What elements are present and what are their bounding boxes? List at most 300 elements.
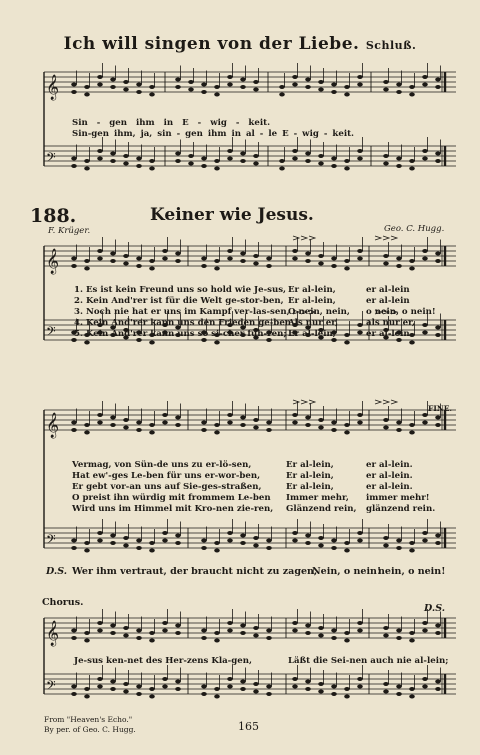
note-head — [409, 159, 415, 163]
note-head — [123, 544, 129, 548]
note-head — [71, 539, 77, 543]
note-head — [97, 257, 103, 261]
note-head — [318, 426, 324, 430]
bass-clef-icon: 𝄢 — [46, 678, 56, 696]
note-head — [396, 539, 402, 543]
note-head — [110, 687, 116, 691]
note-head — [344, 267, 350, 271]
note-head — [214, 431, 220, 435]
note-head — [318, 634, 324, 638]
note-head — [149, 639, 155, 643]
note-head — [71, 685, 77, 689]
note-head — [266, 264, 272, 268]
note-head — [201, 157, 207, 161]
accent-mark-icon — [383, 236, 389, 240]
verse-1-line-d: Vermag, von Sün-de uns zu er-lö-sen, — [72, 460, 252, 470]
note-head — [136, 257, 142, 261]
chorus-line-a: Je-sus ken-net des Her-zens Kla-gen, — [74, 656, 252, 666]
verse-5-line-e: Glänzend rein, — [286, 504, 357, 514]
note-head — [162, 677, 168, 681]
note-head — [357, 257, 363, 261]
note-head — [123, 162, 129, 166]
note-head — [344, 541, 350, 545]
fine-marker: FINE. — [428, 404, 453, 413]
note-head — [409, 431, 415, 435]
note-head — [136, 83, 142, 87]
note-head — [175, 78, 181, 82]
note-head — [136, 546, 142, 550]
note-head — [305, 534, 311, 538]
note-head — [110, 534, 116, 538]
note-head — [253, 626, 259, 630]
note-head — [214, 93, 220, 97]
note-head — [110, 680, 116, 684]
note-head — [435, 687, 441, 691]
note-head — [110, 423, 116, 427]
note-head — [214, 639, 220, 643]
note-head — [227, 621, 233, 625]
bass-clef-icon: 𝄢 — [46, 150, 56, 168]
note-head — [435, 78, 441, 82]
note-head — [71, 90, 77, 94]
note-head — [318, 254, 324, 258]
note-head — [344, 549, 350, 553]
note-head — [357, 249, 363, 253]
note-head — [136, 539, 142, 543]
note-head — [97, 685, 103, 689]
note-head — [357, 149, 363, 153]
note-head — [214, 423, 220, 427]
note-head — [292, 421, 298, 425]
note-head — [266, 629, 272, 633]
note-head — [409, 541, 415, 545]
note-head — [253, 262, 259, 266]
note-head — [266, 685, 272, 689]
note-head — [71, 257, 77, 261]
note-head — [201, 692, 207, 696]
note-head — [162, 249, 168, 253]
note-head — [214, 267, 220, 271]
note-head — [84, 159, 90, 163]
note-head — [240, 624, 246, 628]
note-head — [149, 549, 155, 553]
note-head — [266, 636, 272, 640]
note-head — [435, 252, 441, 256]
note-head — [344, 695, 350, 699]
note-head — [175, 152, 181, 156]
note-head — [344, 687, 350, 691]
note-head — [240, 680, 246, 684]
note-head — [344, 259, 350, 263]
footer-permission: By per. of Geo. C. Hugg. — [44, 725, 136, 734]
note-head — [279, 93, 285, 97]
note-head — [253, 154, 259, 158]
note-head — [344, 93, 350, 97]
note-head — [435, 534, 441, 538]
note-head — [201, 90, 207, 94]
note-head — [331, 685, 337, 689]
note-head — [136, 157, 142, 161]
note-head — [357, 421, 363, 425]
note-head — [409, 687, 415, 691]
note-head — [383, 690, 389, 694]
note-head — [201, 636, 207, 640]
verse-3-line-e: Er al-lein, — [286, 482, 334, 492]
note-head — [110, 85, 116, 89]
note-head — [71, 692, 77, 696]
verse-4-line-c: als nur er, — [366, 318, 416, 328]
note-head — [383, 544, 389, 548]
note-head — [435, 631, 441, 635]
ds-text: Wer ihm vertraut, der braucht nicht zu zagen, — [72, 566, 318, 577]
note-head — [136, 421, 142, 425]
ds-end-label: D.S. — [424, 603, 446, 614]
verse-4-line-f: immer mehr! — [366, 493, 430, 503]
note-head — [305, 624, 311, 628]
note-head — [84, 93, 90, 97]
note-head — [71, 157, 77, 161]
note-head — [292, 257, 298, 261]
note-head — [292, 413, 298, 417]
note-head — [435, 159, 441, 163]
note-head — [201, 428, 207, 432]
note-head — [71, 83, 77, 87]
verse-2-line-e: Er al-lein, — [286, 471, 334, 481]
note-head — [435, 259, 441, 263]
note-head — [214, 541, 220, 545]
note-head — [344, 431, 350, 435]
hymn-title: Keiner wie Jesus. — [150, 205, 314, 225]
note-head — [175, 624, 181, 628]
top-lyric-2: Sin-gen ihm, ja, sin - gen ihm in al - le E - wig - keit. — [72, 129, 355, 139]
note-head — [97, 539, 103, 543]
note-head — [214, 341, 220, 345]
note-head — [253, 162, 259, 166]
note-head — [422, 531, 428, 535]
note-head — [97, 421, 103, 425]
note-head — [253, 634, 259, 638]
note-head — [97, 629, 103, 633]
note-head — [149, 431, 155, 435]
note-head — [435, 423, 441, 427]
treble-clef-icon: 𝄞 — [46, 413, 60, 438]
note-head — [435, 326, 441, 330]
note-head — [123, 154, 129, 158]
note-head — [162, 539, 168, 543]
accent-mark-icon — [309, 236, 315, 240]
note-head — [175, 687, 181, 691]
note-head — [84, 687, 90, 691]
ds-label: D.S. — [46, 566, 68, 577]
note-head — [201, 546, 207, 550]
note-head — [136, 164, 142, 168]
note-head — [331, 539, 337, 543]
verse-1-line-b: Er al-lein, — [288, 285, 336, 295]
note-head — [110, 631, 116, 635]
note-head — [422, 249, 428, 253]
note-head — [214, 159, 220, 163]
note-head — [227, 629, 233, 633]
note-head — [97, 75, 103, 79]
note-head — [175, 680, 181, 684]
note-head — [422, 149, 428, 153]
note-head — [227, 421, 233, 425]
note-head — [305, 78, 311, 82]
note-head — [396, 692, 402, 696]
note-head — [149, 167, 155, 171]
note-head — [84, 341, 90, 345]
note-head — [188, 88, 194, 92]
chorus-line-b: Läßt die Sei-nen auch nie al-lein; — [288, 656, 449, 666]
note-head — [266, 257, 272, 261]
note-head — [318, 536, 324, 540]
note-head — [240, 631, 246, 635]
note-head — [175, 423, 181, 427]
note-head — [97, 149, 103, 153]
note-head — [409, 333, 415, 337]
note-head — [422, 629, 428, 633]
note-head — [422, 83, 428, 87]
note-head — [71, 636, 77, 640]
note-head — [240, 152, 246, 156]
note-head — [149, 695, 155, 699]
note-head — [383, 262, 389, 266]
note-head — [331, 264, 337, 268]
accent-mark-icon — [293, 400, 299, 404]
note-head — [97, 413, 103, 417]
note-head — [331, 428, 337, 432]
note-head — [201, 629, 207, 633]
note-head — [71, 629, 77, 633]
note-head — [396, 264, 402, 268]
note-head — [331, 83, 337, 87]
note-head — [435, 333, 441, 337]
accent-mark-icon — [375, 236, 381, 240]
note-head — [331, 157, 337, 161]
note-head — [84, 631, 90, 635]
note-head — [123, 418, 129, 422]
verse-3-line-a: 3. Noch nie hat er uns im Kampf ver-las-sen, — [74, 307, 290, 317]
note-head — [409, 167, 415, 171]
verse-2-line-a: 2. Kein And'rer ist für die Welt ge-stor-ben, — [74, 296, 284, 306]
accent-mark-icon — [391, 236, 397, 240]
note-head — [292, 249, 298, 253]
note-head — [201, 83, 207, 87]
note-head — [305, 159, 311, 163]
note-head — [149, 159, 155, 163]
note-head — [175, 252, 181, 256]
note-head — [357, 621, 363, 625]
note-head — [396, 164, 402, 168]
note-head — [149, 631, 155, 635]
note-head — [175, 534, 181, 538]
note-head — [227, 257, 233, 261]
note-head — [214, 695, 220, 699]
note-head — [266, 539, 272, 543]
note-head — [422, 413, 428, 417]
note-head — [266, 692, 272, 696]
note-head — [292, 75, 298, 79]
note-head — [292, 685, 298, 689]
note-head — [292, 677, 298, 681]
treble-clef-icon: 𝄞 — [46, 249, 60, 274]
note-head — [422, 257, 428, 261]
note-head — [123, 426, 129, 430]
note-head — [357, 531, 363, 535]
note-head — [409, 267, 415, 271]
note-head — [240, 416, 246, 420]
note-head — [149, 267, 155, 271]
footer-source: From "Heaven's Echo." — [44, 715, 133, 724]
note-head — [201, 539, 207, 543]
note-head — [318, 80, 324, 84]
note-head — [162, 421, 168, 425]
note-head — [422, 323, 428, 327]
note-head — [84, 639, 90, 643]
note-head — [214, 687, 220, 691]
note-head — [357, 157, 363, 161]
note-head — [240, 259, 246, 263]
note-head — [435, 416, 441, 420]
note-head — [149, 541, 155, 545]
top-title — [0, 34, 480, 54]
note-head — [97, 249, 103, 253]
note-head — [84, 541, 90, 545]
note-head — [292, 149, 298, 153]
note-head — [253, 536, 259, 540]
note-head — [409, 639, 415, 643]
note-head — [422, 421, 428, 425]
verse-2-line-b: Er al-lein, — [288, 296, 336, 306]
composer-left: F. Krüger. — [48, 226, 91, 236]
note-head — [266, 428, 272, 432]
note-head — [227, 677, 233, 681]
note-head — [357, 83, 363, 87]
note-head — [240, 541, 246, 545]
note-head — [188, 154, 194, 158]
accent-mark-icon — [375, 400, 381, 404]
note-head — [201, 164, 207, 168]
note-head — [201, 257, 207, 261]
verse-1-line-a: 1. Es ist kein Freund uns so hold wie Je-sus, — [74, 285, 287, 295]
note-head — [435, 541, 441, 545]
note-head — [344, 631, 350, 635]
note-head — [435, 624, 441, 628]
accent-mark-icon — [301, 400, 307, 404]
note-head — [318, 88, 324, 92]
verse-4-line-a: 4. Kein And'rer kann uns den Frieden ge-ben — [74, 318, 292, 328]
note-head — [383, 88, 389, 92]
note-head — [71, 546, 77, 550]
note-head — [396, 83, 402, 87]
note-head — [344, 639, 350, 643]
note-head — [357, 539, 363, 543]
note-head — [214, 549, 220, 553]
note-head — [240, 687, 246, 691]
note-head — [175, 631, 181, 635]
note-head — [422, 539, 428, 543]
note-head — [253, 88, 259, 92]
verse-5-line-a: 5. Kein And'rer kann uns so si-cher füh-ren; — [74, 329, 287, 339]
note-head — [253, 682, 259, 686]
note-head — [318, 154, 324, 158]
note-head — [240, 423, 246, 427]
note-head — [110, 159, 116, 163]
note-head — [396, 421, 402, 425]
note-head — [305, 252, 311, 256]
note-head — [188, 80, 194, 84]
verse-1-line-f: er al-lein. — [366, 460, 413, 470]
note-head — [305, 631, 311, 635]
note-head — [318, 682, 324, 686]
note-head — [149, 259, 155, 263]
accent-mark-icon — [301, 236, 307, 240]
note-head — [97, 531, 103, 535]
note-head — [136, 636, 142, 640]
note-head — [110, 259, 116, 263]
note-head — [253, 418, 259, 422]
note-head — [383, 154, 389, 158]
note-head — [162, 257, 168, 261]
note-head — [396, 636, 402, 640]
note-head — [175, 541, 181, 545]
note-head — [84, 267, 90, 271]
note-head — [409, 423, 415, 427]
note-head — [162, 629, 168, 633]
note-head — [123, 262, 129, 266]
note-head — [214, 167, 220, 171]
note-head — [318, 544, 324, 548]
verse-1-line-c: er al-lein — [366, 285, 410, 295]
note-head — [357, 323, 363, 327]
note-head — [214, 259, 220, 263]
note-head — [331, 636, 337, 640]
verse-5-line-c: er al-lein — [366, 329, 410, 339]
note-head — [318, 262, 324, 266]
note-head — [396, 629, 402, 633]
note-head — [305, 259, 311, 263]
note-head — [383, 634, 389, 638]
note-head — [331, 257, 337, 261]
ds-refrain-b: Nein, o nein! — [312, 566, 382, 577]
note-head — [149, 341, 155, 345]
note-head — [357, 413, 363, 417]
note-head — [240, 252, 246, 256]
note-head — [227, 83, 233, 87]
note-head — [422, 331, 428, 335]
chorus-label: Chorus. — [42, 597, 84, 608]
note-head — [188, 162, 194, 166]
note-head — [409, 549, 415, 553]
verse-3-line-c: o nein, o nein! — [366, 307, 436, 317]
verse-1-line-e: Er al-lein, — [286, 460, 334, 470]
note-head — [396, 257, 402, 261]
note-head — [331, 421, 337, 425]
note-head — [227, 531, 233, 535]
note-head — [409, 93, 415, 97]
note-head — [240, 85, 246, 89]
note-head — [279, 167, 285, 171]
verse-2-line-d: Hat ew'-ges Le-ben für uns er-wor-ben, — [72, 471, 261, 481]
note-head — [214, 631, 220, 635]
note-head — [357, 331, 363, 335]
note-head — [123, 88, 129, 92]
note-head — [383, 682, 389, 686]
note-head — [357, 629, 363, 633]
note-head — [253, 426, 259, 430]
accent-mark-icon — [391, 400, 397, 404]
note-head — [253, 544, 259, 548]
